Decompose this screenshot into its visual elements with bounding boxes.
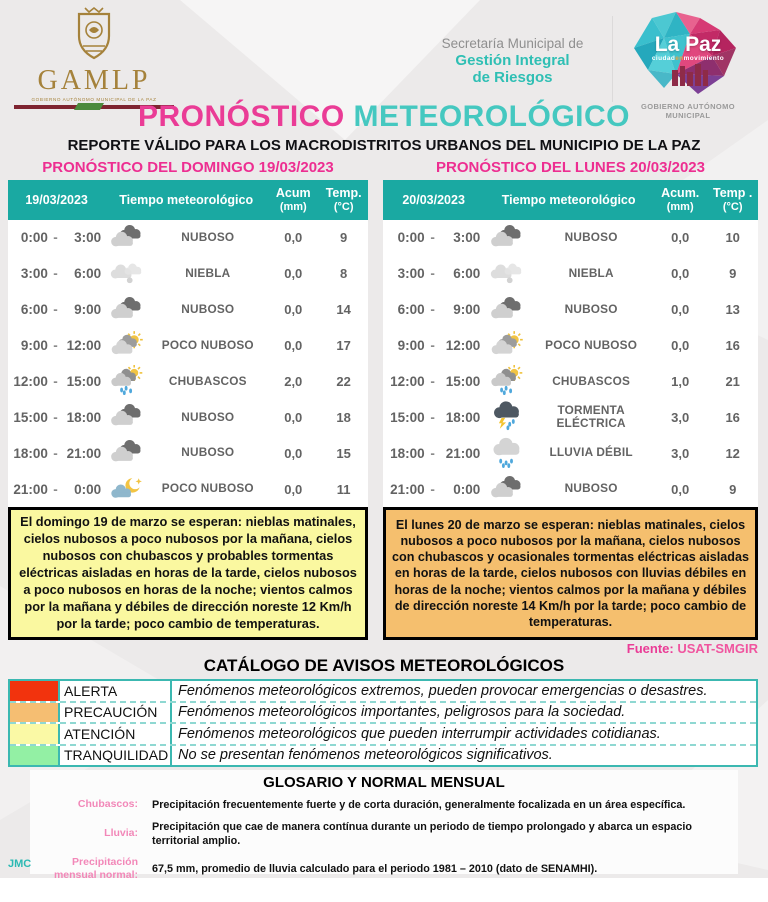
level-color-swatch <box>10 724 58 744</box>
sun-rain-icon <box>484 365 529 397</box>
table-row <box>383 220 758 256</box>
glossary-item <box>30 856 738 883</box>
gamlp-logo <box>14 6 174 109</box>
time-range: 15:00 - 18:00 <box>390 409 481 425</box>
glossary-definition: Precipitación que cae de manera contínua durante un periodo de tiempo prolongado y abarca un espacio territorial amplio. <box>152 820 692 848</box>
acum-value: 0,0 <box>671 266 690 282</box>
time-range: 18:00 - 21:00 <box>390 445 481 461</box>
catalog-row <box>10 722 756 744</box>
weather-desc: LLUVIA DÉBIL <box>549 445 633 460</box>
weather-desc: CHUBASCOS <box>168 373 247 388</box>
clouds-icon <box>105 294 148 326</box>
table-row <box>8 471 368 507</box>
temp-value: 12 <box>725 445 740 461</box>
fog-icon <box>484 258 529 290</box>
table-row <box>383 399 758 435</box>
catalog-row <box>10 681 756 701</box>
temp-value: 16 <box>725 338 740 354</box>
catalog-table <box>8 679 758 767</box>
acum-value: 2,0 <box>284 373 303 389</box>
forecast-title-lunes: PRONÓSTICO DEL LUNES 20/03/2023 <box>436 159 705 176</box>
time-range: 21:00 - 0:00 <box>390 481 481 497</box>
weather-desc: NUBOSO <box>564 301 618 316</box>
table-row <box>383 435 758 471</box>
col-temp: Temp. (°C) <box>325 186 362 213</box>
glossary-definition: 67,5 mm, promedio de lluvia calculado para el periodo 1981 – 2010 (dato de SENAMHI). <box>152 863 598 876</box>
time-range: 6:00 - 9:00 <box>397 302 481 318</box>
temp-value: 10 <box>725 230 740 246</box>
page-title: PRONÓSTICO METEOROLÓGICO <box>137 100 631 133</box>
glossary-panel <box>30 770 738 882</box>
time-range: 6:00 - 9:00 <box>20 302 102 318</box>
col-date: 19/03/2023 <box>25 192 88 207</box>
lapaz-tagline: ciudadenmovimiento <box>651 55 725 62</box>
glossary-item <box>30 820 738 849</box>
moon-clouds-icon <box>105 473 148 505</box>
source-credit: Fuente: USAT-SMGIR <box>626 641 758 656</box>
temp-value: 8 <box>340 266 348 282</box>
time-range: 9:00 - 12:00 <box>20 338 102 354</box>
acum-value: 0,0 <box>671 481 690 497</box>
temp-value: 21 <box>725 373 740 389</box>
level-description: Fenómenos meteorológicos que pueden interrumpir actividades cotidianas. <box>170 724 756 744</box>
acum-value: 0,0 <box>671 302 690 318</box>
time-range: 0:00 - 3:00 <box>20 230 102 246</box>
weather-desc: NUBOSO <box>181 301 235 316</box>
temp-value: 9 <box>729 481 737 497</box>
acum-value: 0,0 <box>284 230 303 246</box>
acum-value: 0,0 <box>671 230 690 246</box>
table-row <box>8 364 368 400</box>
temp-value: 11 <box>336 481 351 497</box>
secretaria-line2: Gestión Integral <box>455 51 570 69</box>
time-range: 18:00 - 21:00 <box>13 445 102 461</box>
level-color-swatch <box>10 681 58 701</box>
page-subtitle: REPORTE VÁLIDO PARA LOS MACRODISTRITOS URBANOS DEL MUNICIPIO DE LA PAZ <box>67 137 701 154</box>
table-row <box>8 435 368 471</box>
time-range: 12:00 - 15:00 <box>390 373 481 389</box>
summary-lunes: El lunes 20 de marzo se esperan: nieblas matinales, cielos nubosos a poco nubosos por la mañana, cielos nubosos con chubascos y ocasionales tormentas eléctricas aisladas en horas de la tarde, cielos nubosos con lluvias débiles en horas de la noche; vientos calmos por la mañana y débiles de dirección noreste 14 Km/h por la tarde; poco cambio de temperaturas. <box>383 507 758 640</box>
glossary-items <box>30 798 738 883</box>
temp-value: 17 <box>336 338 351 354</box>
header-divider <box>612 16 613 102</box>
level-label: ATENCIÓN <box>58 724 170 744</box>
acum-value: 3,0 <box>671 445 690 461</box>
gamlp-wordmark: GAMLP <box>37 65 151 96</box>
table-row <box>383 256 758 292</box>
glossary-definition: Precipitación frecuentemente fuerte y de corta duración, generalmente focalizada en un área específica. <box>152 799 686 811</box>
catalog-row <box>10 744 756 766</box>
level-color-swatch <box>10 746 58 766</box>
clouds-icon <box>105 437 148 469</box>
weather-desc: NIEBLA <box>185 266 231 281</box>
weather-desc: TORMENTA ELÉCTRICA <box>556 402 626 431</box>
acum-value: 0,0 <box>284 445 303 461</box>
level-label: PRECAUCIÓN <box>58 703 170 723</box>
lapaz-wordmark: La Paz <box>654 33 722 56</box>
acum-value: 0,0 <box>284 338 303 354</box>
fog-icon <box>105 258 148 290</box>
weather-desc: NUBOSO <box>181 230 235 245</box>
level-description: No se presentan fenómenos meteorológicos significativos. <box>170 746 756 766</box>
col-date: 20/03/2023 <box>402 192 465 207</box>
table-row <box>383 292 758 328</box>
lapaz-mosaic-icon <box>628 8 748 100</box>
sun-rain-icon <box>105 365 148 397</box>
secretaria-line3: de Riesgos <box>472 68 553 86</box>
forecast-header-domingo <box>8 180 368 220</box>
temp-value: 13 <box>725 302 740 318</box>
glossary-term: Precipitación mensual normal: <box>53 855 138 882</box>
table-row <box>383 364 758 400</box>
clouds-icon <box>484 222 529 254</box>
weather-desc: NIEBLA <box>568 266 614 281</box>
glossary-title: GLOSARIO Y NORMAL MENSUAL <box>263 774 505 791</box>
weather-desc: POCO NUBOSO <box>545 337 638 352</box>
gamlp-caption: GOBIERNO AUTÓNOMO MUNICIPAL DE LA PAZ <box>31 97 157 102</box>
glossary-term: Lluvia: <box>104 827 138 840</box>
storm-icon <box>484 401 529 433</box>
weather-desc: NUBOSO <box>181 445 235 460</box>
rain-icon <box>484 437 529 469</box>
acum-value: 0,0 <box>671 338 690 354</box>
clouds-icon <box>484 294 529 326</box>
table-row <box>8 292 368 328</box>
temp-value: 9 <box>340 230 348 246</box>
secretaria-block <box>420 36 605 86</box>
col-weather: Tiempo meteorológico <box>119 192 254 207</box>
gamlp-crest-icon <box>69 6 119 62</box>
clouds-icon <box>105 222 148 254</box>
time-range: 3:00 - 6:00 <box>20 266 102 282</box>
glossary-item <box>30 798 738 813</box>
time-range: 15:00 - 18:00 <box>13 409 102 425</box>
acum-value: 0,0 <box>284 481 303 497</box>
col-weather: Tiempo meteorológico <box>501 192 636 207</box>
table-row <box>383 471 758 507</box>
table-row <box>8 399 368 435</box>
forecast-title-domingo: PRONÓSTICO DEL DOMINGO 19/03/2023 <box>42 159 334 176</box>
temp-value: 18 <box>336 409 351 425</box>
acum-value: 0,0 <box>284 409 303 425</box>
lapaz-caption: GOBIERNO AUTÓNOMO MUNICIPAL <box>640 102 736 120</box>
time-range: 0:00 - 3:00 <box>397 230 481 246</box>
acum-value: 3,0 <box>671 409 690 425</box>
acum-value: 0,0 <box>284 266 303 282</box>
acum-value: 1,0 <box>671 373 690 389</box>
level-description: Fenómenos meteorológicos importantes, peligrosos para la sociedad. <box>170 703 756 723</box>
temp-value: 16 <box>725 409 740 425</box>
temp-value: 15 <box>336 445 351 461</box>
forecast-table-domingo <box>8 220 368 507</box>
sun-clouds-icon <box>105 330 148 362</box>
acum-value: 0,0 <box>284 302 303 318</box>
temp-value: 14 <box>336 302 351 318</box>
weather-desc: POCO NUBOSO <box>161 481 254 496</box>
table-row <box>383 328 758 364</box>
summary-domingo: El domingo 19 de marzo se esperan: nieblas matinales, cielos nubosos a poco nubosos por la mañana, cielos nubosos con chubascos y probables tormentas eléctricas aisladas en horas de la tarde, cielos nubosos a poco nubosos en horas de la noche; vientos calmos por la mañana y débiles de dirección noreste 12 Km/h por la tarde; poco cambio de temperaturas. <box>8 507 368 640</box>
time-range: 9:00 - 12:00 <box>397 338 481 354</box>
temp-value: 9 <box>729 266 737 282</box>
time-range: 12:00 - 15:00 <box>13 373 102 389</box>
weather-desc: NUBOSO <box>564 481 618 496</box>
temp-value: 22 <box>336 373 351 389</box>
catalog-title: CATÁLOGO DE AVISOS METEOROLÓGICOS <box>203 656 565 675</box>
forecast-table-lunes <box>383 220 758 507</box>
col-acum: Acum. (mm) <box>661 186 700 213</box>
weather-desc: NUBOSO <box>564 230 618 245</box>
col-acum: Acum (mm) <box>275 186 311 213</box>
weather-desc: NUBOSO <box>181 409 235 424</box>
time-range: 21:00 - 0:00 <box>13 481 102 497</box>
level-color-swatch <box>10 703 58 723</box>
glossary-term: Chubascos: <box>77 798 138 811</box>
weather-desc: POCO NUBOSO <box>161 337 254 352</box>
table-row <box>8 256 368 292</box>
col-temp: Temp . (°C) <box>713 186 753 213</box>
secretaria-line1: Secretaría Municipal de <box>441 36 584 51</box>
weather-desc: CHUBASCOS <box>552 373 631 388</box>
level-label: TRANQUILIDAD <box>58 746 170 766</box>
forecast-header-lunes <box>383 180 758 220</box>
author-initials: JMC <box>8 858 32 870</box>
table-row <box>8 220 368 256</box>
level-description: Fenómenos meteorológicos extremos, pueden provocar emergencias o desastres. <box>170 681 756 701</box>
clouds-icon <box>105 401 148 433</box>
level-label: ALERTA <box>58 681 170 701</box>
catalog-row <box>10 701 756 723</box>
sun-clouds-icon <box>484 330 529 362</box>
time-range: 3:00 - 6:00 <box>397 266 481 282</box>
table-row <box>8 328 368 364</box>
clouds-icon <box>484 473 529 505</box>
